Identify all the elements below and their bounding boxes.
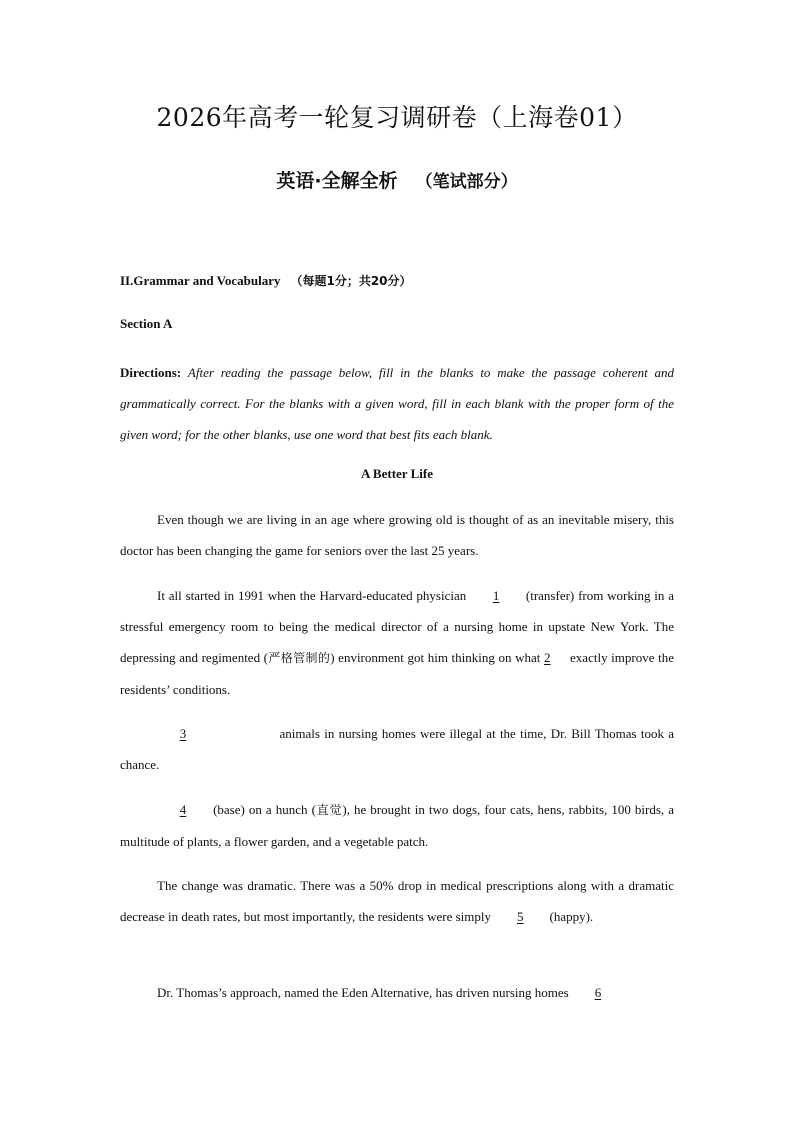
blank-2[interactable]: 2: [544, 650, 551, 665]
section-heading-text: II.Grammar and Vocabulary: [120, 273, 281, 288]
paragraph-4-cn-gloss: 直觉: [315, 803, 343, 817]
paragraph-4-text-a: (base) on a hunch (: [213, 802, 316, 817]
paragraph-2-text-d: exactly improve the residents’ conditions.: [120, 650, 674, 697]
subtitle-note: （笔试部分）: [415, 172, 518, 192]
paragraph-3-text: animals in nursing homes were illegal at the time, Dr. Bill Thomas took a chance.: [120, 726, 675, 772]
paragraph-6-text: Dr. Thomas’s approach, named the Eden Alternative, has driven nursing homes: [157, 985, 569, 1000]
paragraph-2-cn-gloss: 严格管制的: [268, 651, 331, 665]
directions: [120, 357, 674, 450]
paragraph-5-text-a: The change was dramatic. There was a 50% drop in medical prescriptions along with a dramatic decrease in death rates, but most importantly, the residents were simply: [120, 878, 674, 924]
paragraph-6: [120, 977, 674, 1008]
blank-6[interactable]: 6: [594, 985, 602, 1000]
directions-label: Directions:: [120, 365, 182, 380]
subtitle-main: 英语·全解全析: [276, 170, 398, 192]
paragraph-5-text-b: (happy).: [549, 909, 594, 924]
paragraph-4: [120, 794, 674, 857]
paragraph-2-text-a: It all started in 1991 when the Harvard-educated physician: [157, 588, 467, 603]
page-title: 2026年高考一轮复习调研卷（上海卷01）: [156, 103, 638, 132]
passage-title: A Better Life: [361, 466, 433, 481]
blank-4[interactable]: 4: [179, 802, 187, 817]
directions-text: After reading the passage below, fill in the blanks to make the passage coherent and grammatically correct. For the blanks with a given word, fill in each blank with the proper form of the given word; for the other blanks, use one word that best fits each blank.: [120, 365, 674, 442]
blank-1[interactable]: 1: [492, 588, 500, 603]
blank-3[interactable]: 3: [179, 726, 187, 741]
paragraph-5: [120, 870, 674, 932]
section-part-label: Section A: [120, 316, 173, 331]
paragraph-1: [120, 504, 674, 566]
blank-5[interactable]: 5: [517, 909, 524, 924]
paragraph-1-text: Even though we are living in an age where growing old is thought of as an inevitable misery, this doctor has been changing the game for seniors over the last 25 years.: [120, 512, 674, 558]
paragraph-4-text-b: ), he brought in two dogs, four cats, hens, rabbits, 100 birds, a multitude of plants, a flower garden, and a vegetable patch.: [120, 802, 674, 849]
paragraph-3: [120, 718, 674, 780]
paragraph-2-text-b: (transfer) from working in a stressful emergency room to being the medical director of a nursing home in upstate New York. The depressing and regimented (: [120, 588, 675, 665]
paragraph-2-text-c: ) environment got him thinking on what: [330, 650, 541, 665]
section-heading-note: （每题1分；共20分）: [290, 274, 412, 288]
paragraph-2: [120, 580, 674, 705]
section-heading: [120, 272, 412, 289]
page-subtitle: [0, 166, 794, 193]
